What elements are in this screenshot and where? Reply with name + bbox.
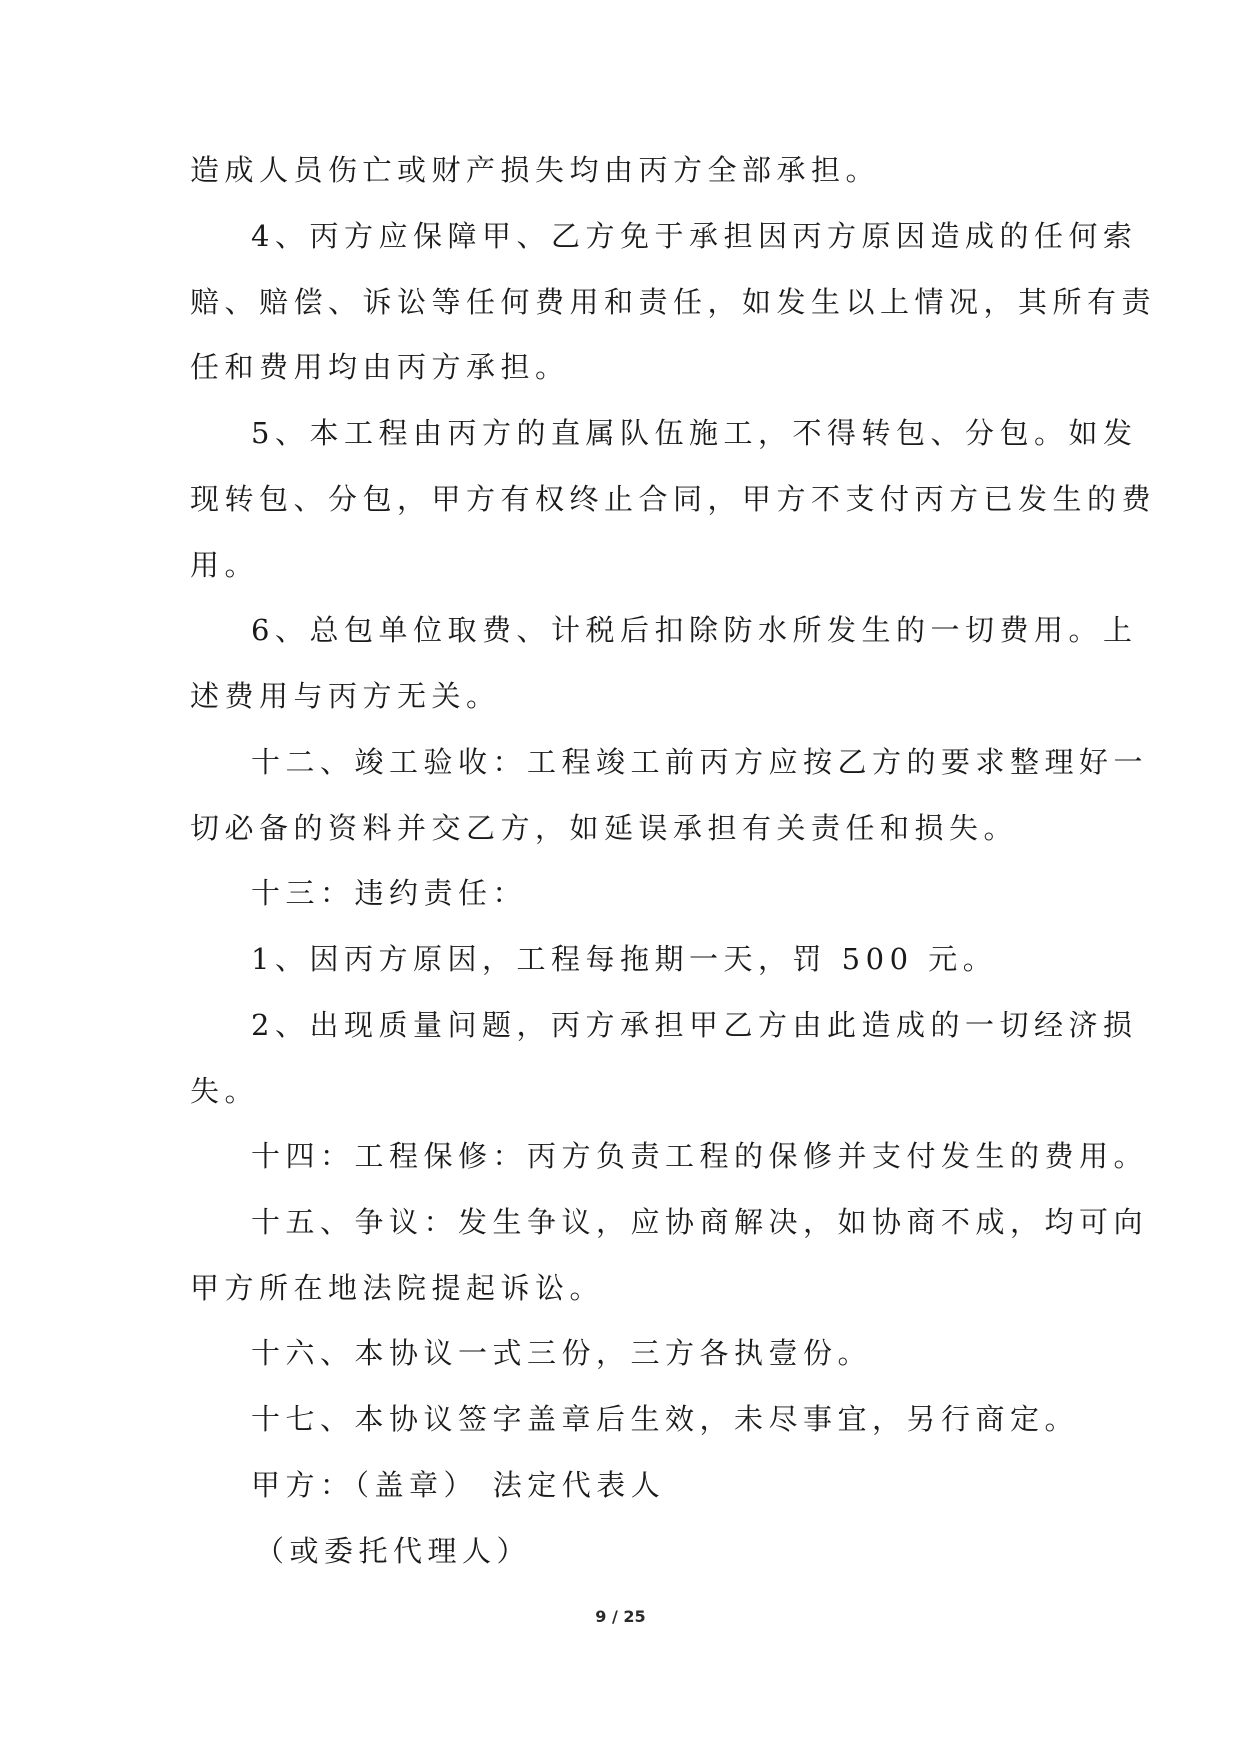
text-line: （或委托代理人） [255,1534,532,1568]
text-line: 切必备的资料并交乙方，如延误承担有关责任和损失。 [190,811,1019,845]
text-line: 5、本工程由丙方的直属队伍施工，不得转包、分包。如发 [251,416,1138,450]
text-line: 造成人员伤亡或财产损失均由丙方全部承担。 [190,153,881,187]
text-line: 十二、竣工验收：工程竣工前丙方应按乙方的要求整理好一 [251,745,1149,779]
text-line: 现转包、分包，甲方有权终止合同，甲方不支付丙方已发生的费 [190,482,1157,516]
page-number: 9 / 25 [595,1607,646,1626]
text-line: 十三：违约责任： [251,876,528,910]
text-line: 赔、赔偿、诉讼等任何费用和责任，如发生以上情况，其所有责 [190,285,1157,319]
text-line: 甲方：（盖章） 法定代表人 [251,1468,666,1502]
text-line: 甲方所在地法院提起诉讼。 [190,1271,605,1305]
text-line: 2、出现质量问题，丙方承担甲乙方由此造成的一切经济损 [251,1008,1138,1042]
text-line: 1、因丙方原因，工程每拖期一天，罚 500 元。 [251,942,998,976]
text-line: 十五、争议：发生争议，应协商解决，如协商不成，均可向 [251,1205,1149,1239]
text-line: 失。 [190,1074,260,1108]
text-line: 4、丙方应保障甲、乙方免于承担因丙方原因造成的任何索 [251,219,1138,253]
text-line: 述费用与丙方无关。 [190,679,501,713]
text-line: 十四：工程保修：丙方负责工程的保修并支付发生的费用。 [251,1139,1149,1173]
text-line: 任和费用均由丙方承担。 [190,350,570,384]
text-line: 用。 [190,548,260,582]
text-line: 十六、本协议一式三份，三方各执壹份。 [251,1336,873,1370]
text-line: 十七、本协议签字盖章后生效，未尽事宜，另行商定。 [251,1402,1080,1436]
text-line: 6、总包单位取费、计税后扣除防水所发生的一切费用。上 [251,613,1138,647]
